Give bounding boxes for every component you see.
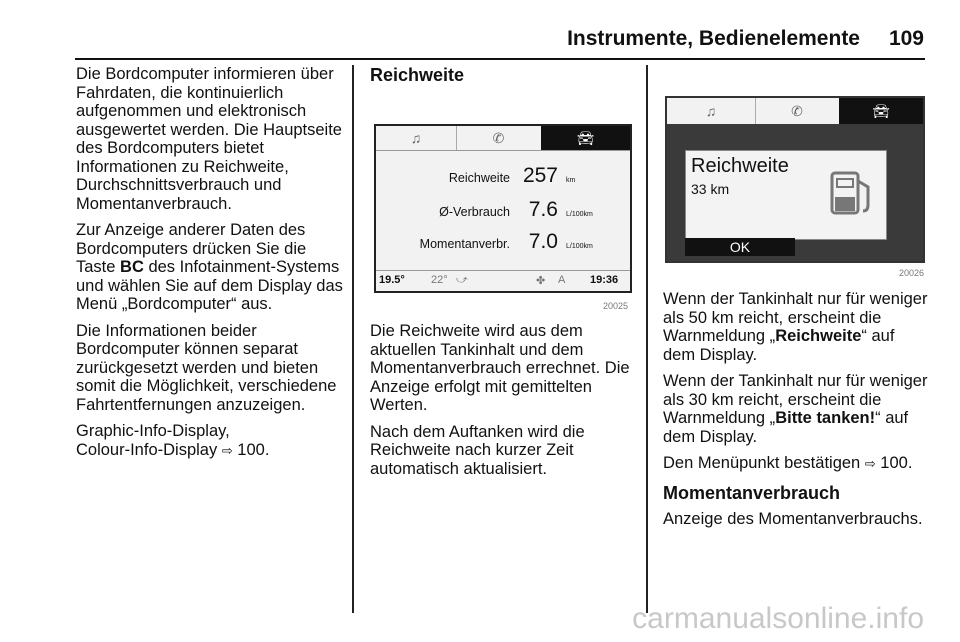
warning-name: Bitte tanken! <box>775 409 876 427</box>
phone-icon: ✆ <box>755 98 840 124</box>
fuel-pump-icon <box>828 167 876 217</box>
text: des Infotainment-Systems und wählen Sie auf dem Display das Menü „Bordcomputer“ aus. <box>76 258 343 313</box>
column-divider-1 <box>352 65 354 613</box>
row-value: 7.6 <box>528 198 558 221</box>
text: Den Menüpunkt bestätigen <box>663 454 861 472</box>
row-label: Reichweite <box>448 171 510 185</box>
music-note-icon: ♫ <box>376 126 457 150</box>
paragraph: Die Informationen beider Bordcomputer können separat zurückgesetzt werden und bieten somit die Möglichkeit, verschiedene Fahrtentfernungen anzuzeigen. <box>76 321 337 414</box>
column-3 <box>663 290 928 537</box>
status-bar <box>376 270 630 291</box>
text: Colour-Info-Display <box>76 440 218 459</box>
section-heading-reichweite: Reichweite <box>370 65 465 85</box>
cross-reference-arrow-icon: ⇨ <box>221 442 233 458</box>
paragraph: Nach dem Auftanken wird die Reichweite nach kurzer Zeit automatisch aktualisiert. <box>370 422 585 478</box>
ok-button[interactable]: OK <box>685 238 795 256</box>
text: “ auf dem Display. <box>663 327 895 364</box>
text: Wenn der Tankinhalt nur für weniger als 30 km reicht, erscheint die Warnmeldung „ <box>663 372 928 427</box>
clock: 19:36 <box>590 274 619 286</box>
page-reference: 100. <box>232 440 270 459</box>
fan-icon: ✤ <box>536 275 546 287</box>
paragraph: Die Bordcomputer informieren über Fahrdaten, die kontinuierlich aufgenommen und elektronisch ausgewertet werden. Die Hauptseite des Bordcomputers bietet Informationen zu Reichweite, Durchschnittsverbrauch und Momentanverbrauch. <box>76 65 342 213</box>
phone-icon: ✆ <box>456 126 542 150</box>
row-reichweite <box>449 164 600 188</box>
warning-range: 33 km <box>691 181 730 197</box>
figure-range-warning-display <box>663 90 926 280</box>
section-heading-momentanverbrauch: Momentanverbrauch <box>663 482 841 503</box>
warning-name: Reichweite <box>775 327 862 345</box>
header-rule <box>75 58 925 60</box>
paragraph <box>76 422 346 460</box>
paragraph <box>76 221 346 314</box>
column-divider-2 <box>646 65 648 613</box>
warning-title: Reichweite <box>691 155 789 177</box>
figure-number: 20025 <box>602 301 628 311</box>
row-label: Ø-Verbrauch <box>439 205 510 219</box>
text: Wenn der Tankinhalt nur für weniger als 50 km reicht, erscheint die Warnmeldung „ <box>663 290 928 345</box>
row-unit: km <box>566 177 576 184</box>
set-temperature: 22° <box>431 274 448 286</box>
page-reference: 100. <box>875 454 913 472</box>
paragraph <box>663 290 928 364</box>
auto-label: A <box>558 274 566 286</box>
car-icon: 🚘︎ <box>839 98 923 124</box>
watermark: carmanualsonline.info <box>632 602 924 635</box>
text: “ auf dem Display. <box>663 409 909 446</box>
row-unit: L/100km <box>566 211 593 218</box>
display-screen <box>374 124 632 293</box>
row-label: Momentanverbr. <box>419 237 510 251</box>
paragraph: Die Reichweite wird aus dem aktuellen Tankinhalt und dem Momentanverbrauch errechnet. Die Anzeige erfolgt mit gemittelten Werten. <box>370 322 630 414</box>
bc-key-label: BC <box>120 258 144 276</box>
display-tabs <box>667 98 923 124</box>
text: Graphic-Info-Display, <box>76 422 230 440</box>
row-momentanverbr <box>420 230 600 254</box>
music-note-icon: ♫ <box>667 98 756 124</box>
outside-temperature: 19.5° <box>379 274 405 286</box>
column-1 <box>76 65 346 468</box>
text: Zur Anzeige anderer Daten des Bordcomputers drücken Sie die Taste <box>76 221 307 276</box>
car-icon: 🚘︎ <box>541 126 630 150</box>
column-2-text <box>370 322 635 486</box>
paragraph <box>663 372 928 446</box>
display-tabs <box>376 126 630 151</box>
figure-bordcomputer-display <box>372 118 630 313</box>
cross-reference-arrow-icon: ⇨ <box>864 456 876 471</box>
row-value: 7.0 <box>528 230 558 253</box>
column-2 <box>370 66 635 95</box>
row-unit: L/100km <box>566 243 593 250</box>
row-value: 257 <box>522 164 558 187</box>
airflow-icon: ⤻ <box>456 274 468 286</box>
row-verbrauch <box>439 198 600 222</box>
display-screen <box>665 96 925 263</box>
paragraph: Anzeige des Momentanverbrauchs. <box>663 510 923 528</box>
page-header-title: Instrumente, Bedienelemente <box>567 27 860 50</box>
paragraph <box>663 454 928 474</box>
figure-number: 20026 <box>898 268 924 278</box>
warning-panel <box>685 150 887 240</box>
page-number: 109 <box>888 27 924 50</box>
